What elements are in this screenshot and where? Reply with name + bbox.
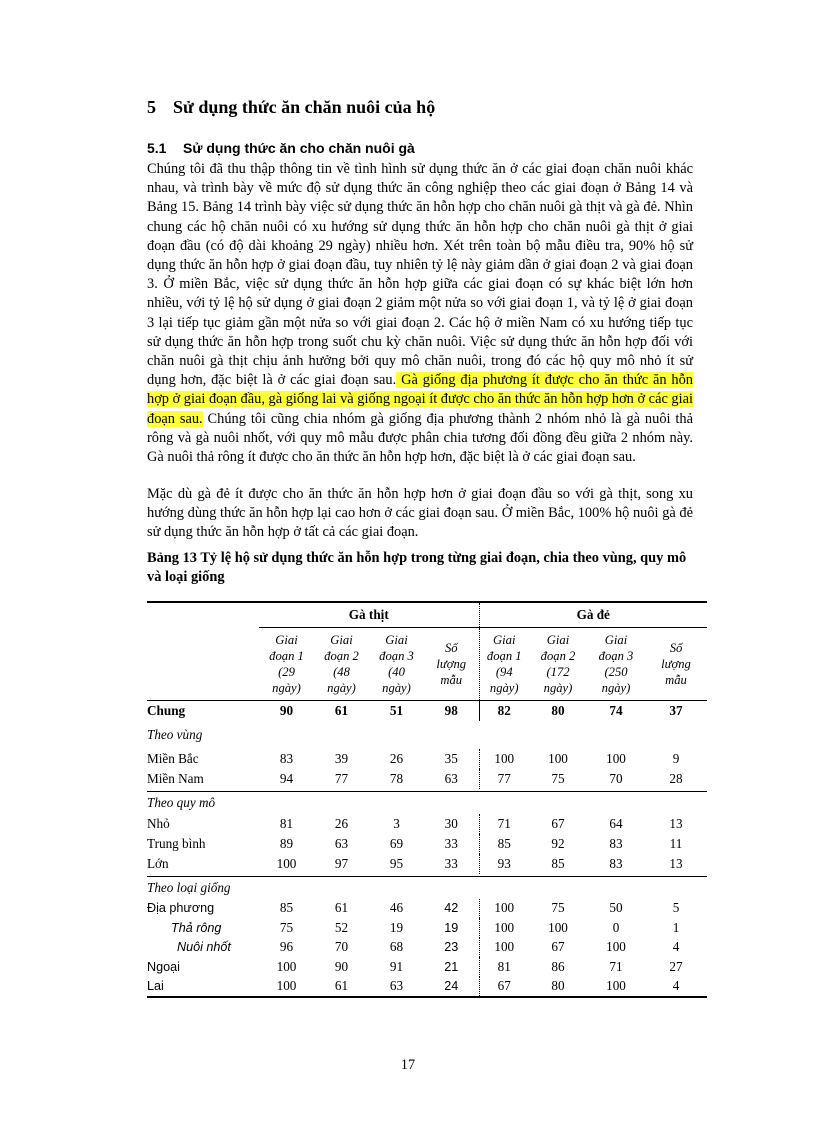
column-header [529, 628, 587, 701]
table-cell: 92 [551, 835, 565, 851]
table-cell: 100 [276, 855, 297, 871]
row-label: Theo quy mô [147, 791, 259, 814]
subsection-title: Sử dụng thức ăn cho chăn nuôi gà [183, 140, 415, 156]
table-cell: 68 [389, 939, 404, 955]
row-spacer [259, 721, 707, 749]
table-cell: 86 [551, 958, 565, 974]
group-header-ga-de: Gà đẻ [479, 602, 707, 628]
table-cell: 81 [479, 957, 529, 977]
table-cell: 64 [609, 815, 623, 831]
table-cell: 100 [606, 750, 626, 766]
table-cell: 70 [609, 770, 623, 786]
section-title: Sử dụng thức ăn chăn nuôi của hộ [173, 97, 436, 117]
table-cell: 94 [279, 770, 294, 786]
group-header-row [147, 602, 707, 628]
column-header-line: Giai [330, 632, 353, 647]
table-cell: 63 [334, 835, 349, 851]
table-cell: 81 [279, 815, 294, 831]
table-cell: 61 [314, 700, 369, 721]
table-cell: 91 [389, 958, 404, 974]
table-cell: 90 [259, 700, 314, 721]
table-cell: 93 [479, 854, 529, 874]
table-cell: 100 [276, 958, 297, 974]
column-header-line: lượng [436, 656, 467, 671]
table-cell: 23 [444, 940, 459, 955]
table-cell: 35 [444, 750, 458, 766]
group-header-ga-thit: Gà thịt [259, 602, 479, 628]
column-header-line: (40 [388, 664, 405, 679]
table-cell: 77 [479, 769, 529, 789]
table-cell: 51 [369, 700, 424, 721]
column-header-line: ngày) [327, 680, 356, 695]
table-row [147, 834, 707, 854]
table-cell: 71 [479, 814, 529, 834]
table-cell: 85 [551, 855, 565, 871]
row-label: Theo vùng [147, 726, 203, 742]
table-cell: 78 [389, 770, 404, 786]
table-cell: 52 [334, 919, 349, 935]
table-cell: 13 [669, 815, 683, 831]
table-cell: 83 [609, 855, 623, 871]
table-caption: Bảng 13 Tỷ lệ hộ sử dụng thức ăn hỗn hợp trong từng giai đoạn, chia theo vùng, quy mô và loại giống [147, 550, 687, 585]
table-cell: 77 [334, 770, 349, 786]
column-header [369, 628, 424, 701]
subsection-number: 5.1 [147, 140, 167, 156]
section-heading [147, 97, 435, 118]
section-number: 5 [147, 97, 156, 117]
row-label: Trung bình [147, 835, 206, 851]
table-cell: 19 [389, 919, 404, 935]
table-cell: 26 [389, 750, 404, 766]
row-label: Lai [147, 977, 259, 998]
table-cell: 3 [393, 815, 400, 831]
table-cell: 28 [669, 770, 683, 786]
column-header-line: mẫu [440, 672, 463, 687]
table-cell: 63 [369, 977, 424, 998]
column-header-line: Số [444, 640, 458, 655]
column-header-line: (29 [278, 664, 295, 679]
table-cell: 100 [259, 977, 314, 998]
table-cell: 33 [444, 835, 458, 851]
table-cell: 85 [279, 900, 294, 916]
row-label: Miền Bắc [147, 750, 199, 766]
column-header-line: lượng [661, 656, 691, 671]
highlighted-text: Gà giống địa phương ít được cho ăn thức ăn hỗn hợp ở giai đoạn đầu, gà giống lai và giống ngoại ít được cho ăn thức ăn hỗn hợp hơn ở các giai đoạn sau. [147, 372, 694, 427]
table-cell: 100 [587, 977, 645, 998]
column-header-line: (250 [604, 664, 628, 679]
row-label: Miền Nam [147, 770, 204, 786]
column-header-line: đoạn 2 [540, 648, 576, 663]
table-cell: 27 [669, 958, 683, 974]
table-cell: 75 [551, 770, 565, 786]
table-cell: 19 [444, 920, 459, 935]
data-table [147, 601, 707, 998]
table-row [147, 938, 707, 958]
table-cell: 97 [334, 855, 349, 871]
row-label: Thả rông [171, 920, 222, 935]
table-cell: 100 [479, 749, 529, 769]
table-cell: 61 [314, 977, 369, 998]
table-row [147, 814, 707, 834]
column-header-line: Giai [385, 632, 408, 647]
row-spacer [259, 876, 707, 899]
table-cell: 75 [279, 919, 294, 935]
table-cell: 83 [609, 835, 623, 851]
table-row [147, 749, 707, 769]
table-row [147, 854, 707, 874]
table-cell: 13 [669, 855, 683, 871]
table-cell: 75 [551, 900, 565, 916]
table-cell: 95 [389, 855, 404, 871]
column-header-line: (172 [546, 664, 570, 679]
sub-header-row [147, 628, 707, 701]
table-cell: 90 [334, 958, 349, 974]
column-header-line: Giai [493, 632, 516, 647]
table-cell: 26 [334, 815, 349, 831]
table-cell: 100 [548, 750, 568, 766]
table-row [147, 700, 707, 721]
column-header [259, 628, 314, 701]
table-cell: 24 [424, 977, 479, 998]
column-header-line: đoạn 1 [486, 648, 522, 663]
row-label: Nhỏ [147, 815, 170, 831]
table-cell: 61 [334, 900, 349, 916]
column-header-line: (94 [495, 664, 513, 679]
table-cell: 46 [389, 900, 404, 916]
row-label: Lớn [147, 855, 169, 871]
column-header-line: mẫu [665, 672, 687, 687]
column-header-line: đoạn 3 [598, 648, 634, 663]
column-header [587, 628, 645, 701]
table-row [147, 918, 707, 938]
table-cell: 89 [279, 835, 294, 851]
table-cell: 100 [479, 938, 529, 958]
table-cell: 39 [334, 750, 349, 766]
row-label: Địa phương [147, 901, 215, 916]
table-row [147, 721, 707, 749]
row-label: Nuôi nhốt [177, 940, 231, 955]
row-label: Theo loại giống [147, 876, 259, 899]
table-cell: 4 [672, 939, 680, 955]
column-header-line: Số [669, 640, 683, 655]
paragraph-1-text: Chúng tôi đã thu thập thông tin về tình hình sử dụng thức ăn ở các giai đoạn chăn nuôi khác nhau, và trình bày về mức độ sử dụng thức ăn công nghiệp theo các giai đoạn ở Bảng 14 và Bảng 15. Bảng 14 trình bày việc sử dụng thức ăn hỗn hợp cho chăn nuôi gà thịt và gà đẻ. Nhìn chung các hộ chăn nuôi có xu hướng sử dụng thức ăn hỗn hợp cho chăn nuôi gà thịt ở giai đoạn đầu (có độ dài khoảng 29 ngày) nhiều hơn. Xét trên toàn bộ mẫu điều tra, 90% hộ sử dụng thức ăn hỗn hợp ở giai đoạn đầu, tuy nhiên tỷ lệ này giảm dần ở giai đoạn 2 và giai đoạn 3. Ở miền Bắc, việc sử dụng thức ăn hỗn hợp giữa các giai đoạn có sự khác biệt lớn hơn nhiều, với tỷ lệ hộ sử dụng ở giai đoạn 2 giảm một nửa so với giai đoạn 1, và tỷ lệ ở giai đoạn 3 lại tiếp tục giảm gần một nửa so với giai đoạn 2. Các hộ ở miền Nam có xu hướng tiếp tục sử dụng thức ăn hỗn hợp trong suốt chu kỳ chăn nuôi. Việc sử dụng thức ăn hỗn hợp đối với chăn nuôi gà thịt chịu ảnh hưởng bởi quy mô chăn nuôi, trong đó các hộ quy mô nhỏ ít sử dụng hơn, đặc biệt là ở các giai đoạn sau. [147, 161, 693, 389]
table-cell: 69 [389, 835, 404, 851]
table-cell: 0 [612, 919, 620, 935]
subsection-heading [147, 140, 415, 156]
table-cell: 37 [645, 700, 707, 721]
row-label: Ngoại [147, 959, 180, 974]
table-cell: 98 [424, 700, 479, 721]
table-cell: 96 [279, 939, 294, 955]
column-header [314, 628, 369, 701]
table-row [147, 876, 707, 899]
table-cell: 4 [645, 977, 707, 998]
table-cell: 67 [479, 977, 529, 998]
table-cell: 42 [444, 901, 459, 916]
table-cell: 80 [529, 977, 587, 998]
table-cell: 70 [334, 939, 349, 955]
table-cell: 100 [548, 919, 568, 935]
table-row [147, 977, 707, 998]
page-number: 17 [400, 1057, 416, 1073]
column-header-line: Giai [275, 632, 298, 647]
column-header-line: ngày) [543, 680, 573, 695]
column-header-line: (48 [333, 664, 350, 679]
table-row [147, 769, 707, 789]
column-header-line: ngày) [272, 680, 301, 695]
row-spacer [259, 791, 707, 814]
table-cell: 100 [479, 918, 529, 938]
column-header-line: đoạn 3 [379, 648, 414, 663]
table-cell: 50 [609, 900, 623, 916]
paragraph-1 [147, 160, 693, 467]
table-cell: 5 [672, 900, 680, 916]
table-cell: 1 [672, 919, 680, 935]
table-row [147, 899, 707, 919]
table-cell: 82 [479, 700, 529, 721]
table-cell: 71 [609, 958, 623, 974]
paragraph-1-text-end: Chúng tôi cũng chia nhóm gà giống địa phương thành 2 nhóm nhỏ là gà nuôi thả rông và gà nuôi nhốt, với quy mô mẫu được phân chia tương đối đồng đều giữa 2 nhóm này. Gà nuôi thả rông ít được cho ăn thức ăn hỗn hợp hơn, đặc biệt là ở các giai đoạn sau. [147, 410, 693, 466]
table-cell: 30 [444, 815, 458, 831]
table-cell: 100 [606, 939, 626, 955]
table-row [147, 791, 707, 814]
column-header [424, 628, 479, 701]
column-header-line: ngày) [601, 680, 631, 695]
table-cell: 80 [529, 700, 587, 721]
column-header-line: Giai [546, 632, 570, 647]
table-cell: 9 [672, 750, 680, 766]
column-header-line: đoạn 2 [324, 648, 359, 663]
table-cell: 33 [444, 855, 458, 871]
table-cell: 11 [669, 835, 683, 851]
table-cell: 21 [444, 959, 459, 974]
table-cell: 83 [279, 750, 294, 766]
table-cell: 63 [444, 770, 458, 786]
column-header-line: ngày) [489, 680, 519, 695]
table-cell: 85 [479, 834, 529, 854]
row-label: Chung [147, 700, 259, 721]
table-cell: 100 [479, 899, 529, 919]
table-cell: 67 [551, 815, 565, 831]
column-header-line: Giai [604, 632, 628, 647]
column-header [645, 628, 707, 701]
column-header-line: ngày) [382, 680, 411, 695]
column-header-line: đoạn 1 [269, 648, 304, 663]
column-header [479, 628, 529, 701]
table-cell: 67 [551, 939, 565, 955]
table-row [147, 957, 707, 977]
paragraph-2: Mặc dù gà đẻ ít được cho ăn thức ăn hỗn hợp hơn ở giai đoạn đầu so với gà thịt, song xu hướng dùng thức ăn hỗn hợp lại cao hơn ở các giai đoạn sau. Ở miền Bắc, 100% hộ nuôi gà đẻ sử dụng thức ăn hỗn hợp ở tất cả các giai đoạn. [147, 486, 693, 541]
table-cell: 74 [587, 700, 645, 721]
